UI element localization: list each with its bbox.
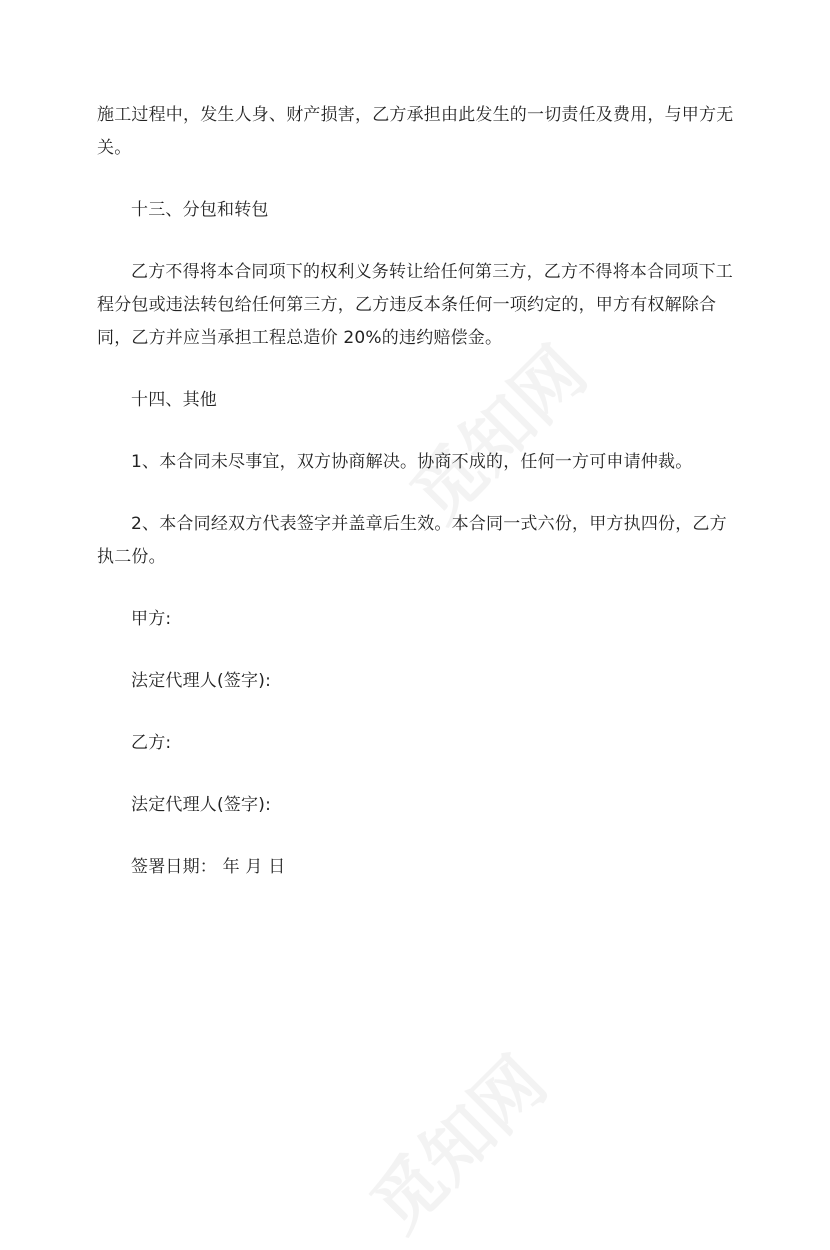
party-b-representative-label: 法定代理人(签字): — [131, 795, 271, 815]
watermark — [345, 1031, 565, 1250]
paragraph-subcontract: 乙方不得将本合同项下的权利义务转让给任何第三方，乙方不得将本合同项下工程分包或违法转包给任何第三方，乙方违反本条任何一项约定的，甲方有权解除合同，乙方并应当承担工程总造价 20%的违约赔偿金。 — [97, 262, 733, 348]
section-heading-13: 十三、分包和转包 — [131, 200, 269, 220]
party-a-representative-label: 法定代理人(签字): — [131, 671, 271, 691]
party-a-label: 甲方: — [131, 609, 172, 629]
document-page — [97, 99, 737, 913]
clause-1: 1、本合同未尽事宜，双方协商解决。协商不成的，任何一方可申请仲裁。 — [131, 452, 693, 472]
party-b-label: 乙方: — [131, 733, 172, 753]
section-heading-14: 十四、其他 — [131, 390, 217, 410]
clause-2: 2、本合同经双方代表签字并盖章后生效。本合同一式六份，甲方执四份，乙方执二份。 — [97, 514, 727, 567]
paragraph-continuation: 施工过程中，发生人身、财产损害，乙方承担由此发生的一切责任及费用，与甲方无关。 — [97, 105, 734, 158]
signing-date-label: 签署日期： 年 月 日 — [131, 857, 286, 877]
